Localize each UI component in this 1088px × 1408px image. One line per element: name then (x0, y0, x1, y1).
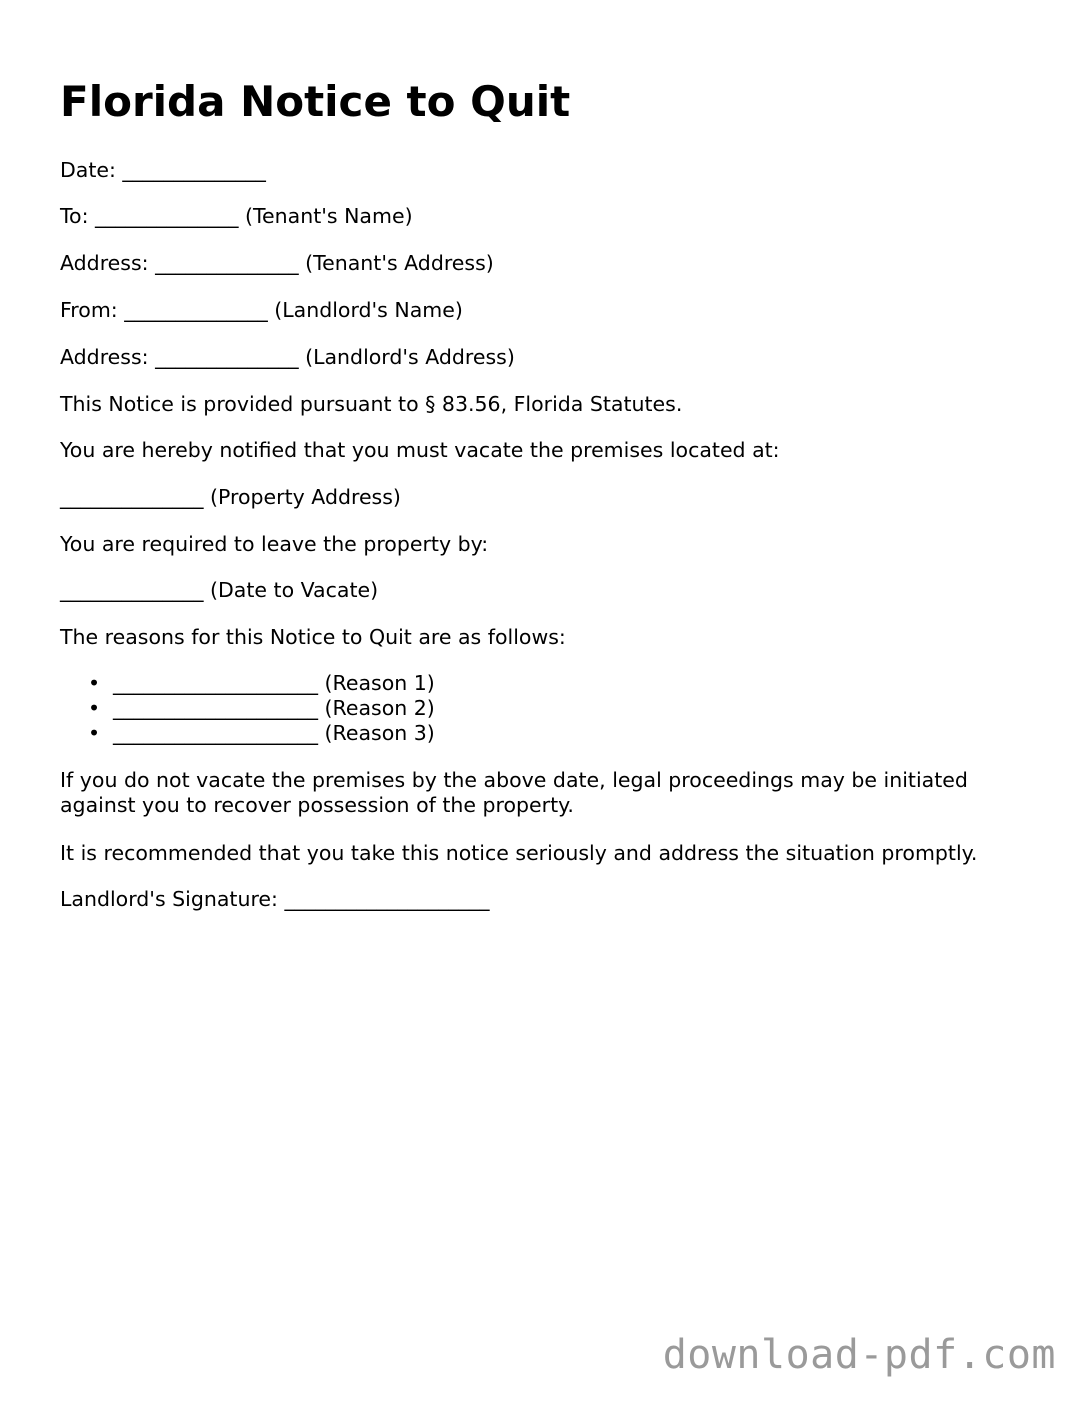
watermark: download-pdf.com (662, 1332, 1056, 1378)
reasons-list (60, 671, 435, 746)
list-item (60, 671, 435, 696)
bullet-icon: • (88, 696, 101, 720)
tenant-address-field: Address: ______________ (Tenant's Address) (60, 251, 494, 275)
date-to-vacate-field: ______________ (Date to Vacate) (60, 578, 379, 602)
reason-text: ____________________ (Reason 2) (113, 696, 435, 720)
list-item (60, 696, 435, 721)
recommendation-line: It is recommended that you take this notice seriously and address the situation promptly. (60, 841, 978, 865)
signature-field: Landlord's Signature: ____________________ (60, 887, 490, 911)
landlord-address-field: Address: ______________ (Landlord's Address) (60, 345, 515, 369)
landlord-name-field: From: ______________ (Landlord's Name) (60, 298, 463, 322)
tenant-name-field: To: ______________ (Tenant's Name) (60, 204, 413, 228)
bullet-icon: • (88, 671, 101, 695)
property-address-field: ______________ (Property Address) (60, 485, 401, 509)
vacate-intro: You are hereby notified that you must vacate the premises located at: (60, 438, 780, 462)
warning-paragraph: If you do not vacate the premises by the above date, legal proceedings may be initiated against you to recover possession of the property. (60, 768, 968, 817)
reason-text: ____________________ (Reason 1) (113, 671, 435, 695)
bullet-icon: • (88, 721, 101, 745)
document-title: Florida Notice to Quit (60, 77, 571, 126)
reason-text: ____________________ (Reason 3) (113, 721, 435, 745)
list-item (60, 721, 435, 746)
date-field: Date: ______________ (60, 158, 266, 182)
reasons-intro: The reasons for this Notice to Quit are as follows: (60, 625, 566, 649)
leave-intro: You are required to leave the property by: (60, 532, 489, 556)
statute-line: This Notice is provided pursuant to § 83.56, Florida Statutes. (60, 392, 683, 416)
